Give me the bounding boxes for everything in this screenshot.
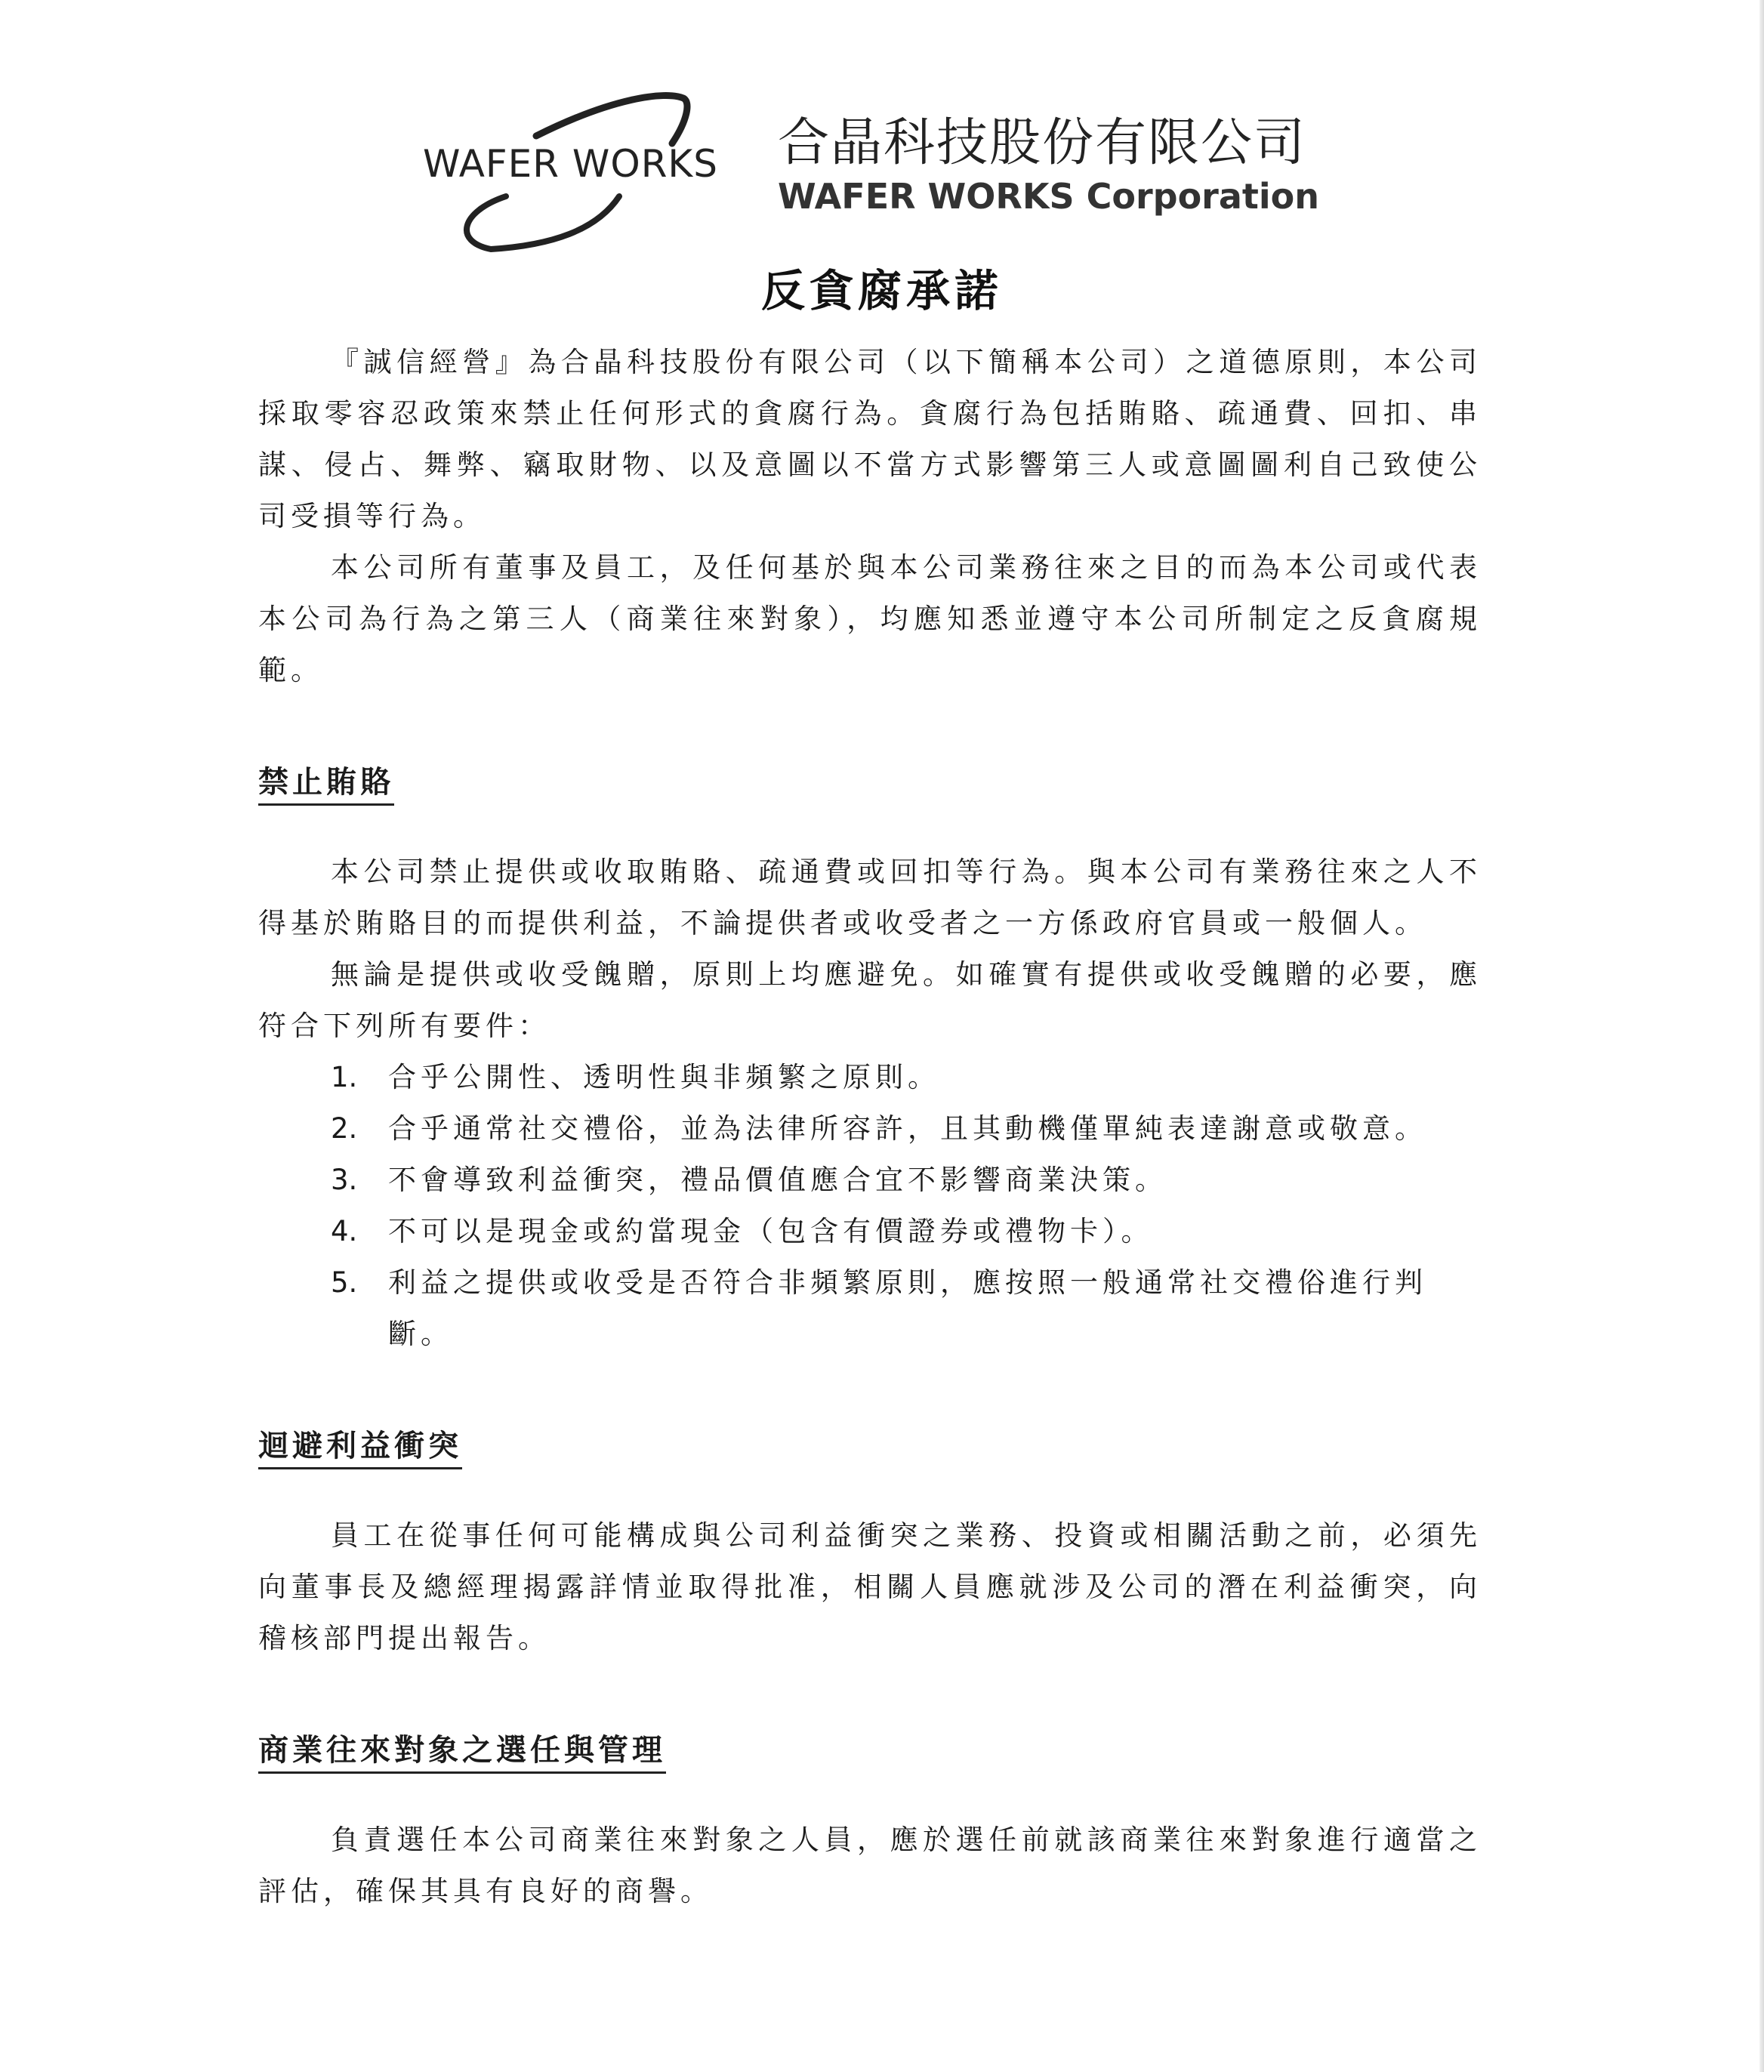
list-item [331, 1257, 1482, 1360]
section-paragraph: 無論是提供或收受餽贈，原則上均應避免。如確實有提供或收受餽贈的必要，應符合下列所有要件： [258, 958, 1482, 1042]
company-name-zh: 合晶科技股份有限公司 [778, 113, 1307, 173]
list-item-text: 不可以是現金或約當現金（包含有價證券或禮物卡）。 [388, 1215, 1154, 1247]
company-name-en: WAFER WORKS Corporation [778, 176, 1320, 217]
document-body [258, 337, 1482, 1917]
list-item-number: 3. [331, 1164, 358, 1196]
requirements-list [258, 1052, 1482, 1360]
list-item-text: 不會導致利益衝突，禮品價值應合宜不影響商業決策。 [388, 1164, 1167, 1196]
list-item-number: 4. [331, 1215, 358, 1247]
section-heading: 迴避利益衝突 [258, 1426, 462, 1469]
section-bribery [258, 763, 1482, 1360]
list-item [331, 1103, 1482, 1155]
section-paragraph: 負責選任本公司商業往來對象之人員，應於選任前就該商業往來對象進行適當之評估，確保其具有良好的商譽。 [258, 1824, 1482, 1907]
section-conflict-of-interest [258, 1426, 1482, 1664]
list-item-text: 合乎公開性、透明性與非頻繁之原則。 [388, 1061, 940, 1093]
list-item [331, 1052, 1482, 1103]
list-item-number: 1. [331, 1061, 358, 1093]
section-heading: 商業往來對象之選任與管理 [258, 1731, 666, 1774]
section-business-partners [258, 1731, 1482, 1917]
list-item [331, 1206, 1482, 1257]
company-logo [423, 91, 740, 257]
list-item-number: 2. [331, 1112, 358, 1145]
list-item-number: 5. [331, 1266, 358, 1299]
document-title: 反貪腐承諾 [760, 265, 1003, 316]
intro-paragraph: 『誠信經營』為合晶科技股份有限公司（以下簡稱本公司）之道德原則，本公司採取零容忍政策來禁止任何形式的貪腐行為。貪腐行為包括賄賂、疏通費、回扣、串謀、侵占、舞弊、竊取財物、以及意圖以不當方式影響第三人或意圖圖利自己致使公司受損等行為。 [258, 346, 1482, 532]
list-item-text: 合乎通常社交禮俗，並為法律所容許，且其動機僅單純表達謝意或敬意。 [388, 1112, 1427, 1145]
list-item [331, 1155, 1482, 1206]
company-name [778, 113, 1319, 219]
section-paragraph: 本公司禁止提供或收取賄賂、疏通費或回扣等行為。與本公司有業務往來之人不得基於賄賂目的而提供利益，不論提供者或收受者之一方係政府官員或一般個人。 [258, 856, 1482, 939]
section-heading: 禁止賄賂 [258, 763, 394, 806]
section-paragraph: 員工在從事任何可能構成與公司利益衝突之業務、投資或相關活動之前，必須先向董事長及總經理揭露詳情並取得批准，相關人員應就涉及公司的潛在利益衝突，向稽核部門提出報告。 [258, 1519, 1482, 1654]
letterhead [423, 91, 1329, 257]
intro-paragraph: 本公司所有董事及員工，及任何基於與本公司業務往來之目的而為本公司或代表本公司為行為之第三人（商業往來對象），均應知悉並遵守本公司所制定之反貪腐規範。 [258, 551, 1482, 686]
logo-text: WAFER WORKS [423, 142, 718, 186]
list-item-text: 利益之提供或收受是否符合非頻繁原則，應按照一般通常社交禮俗進行判斷。 [388, 1266, 1427, 1350]
